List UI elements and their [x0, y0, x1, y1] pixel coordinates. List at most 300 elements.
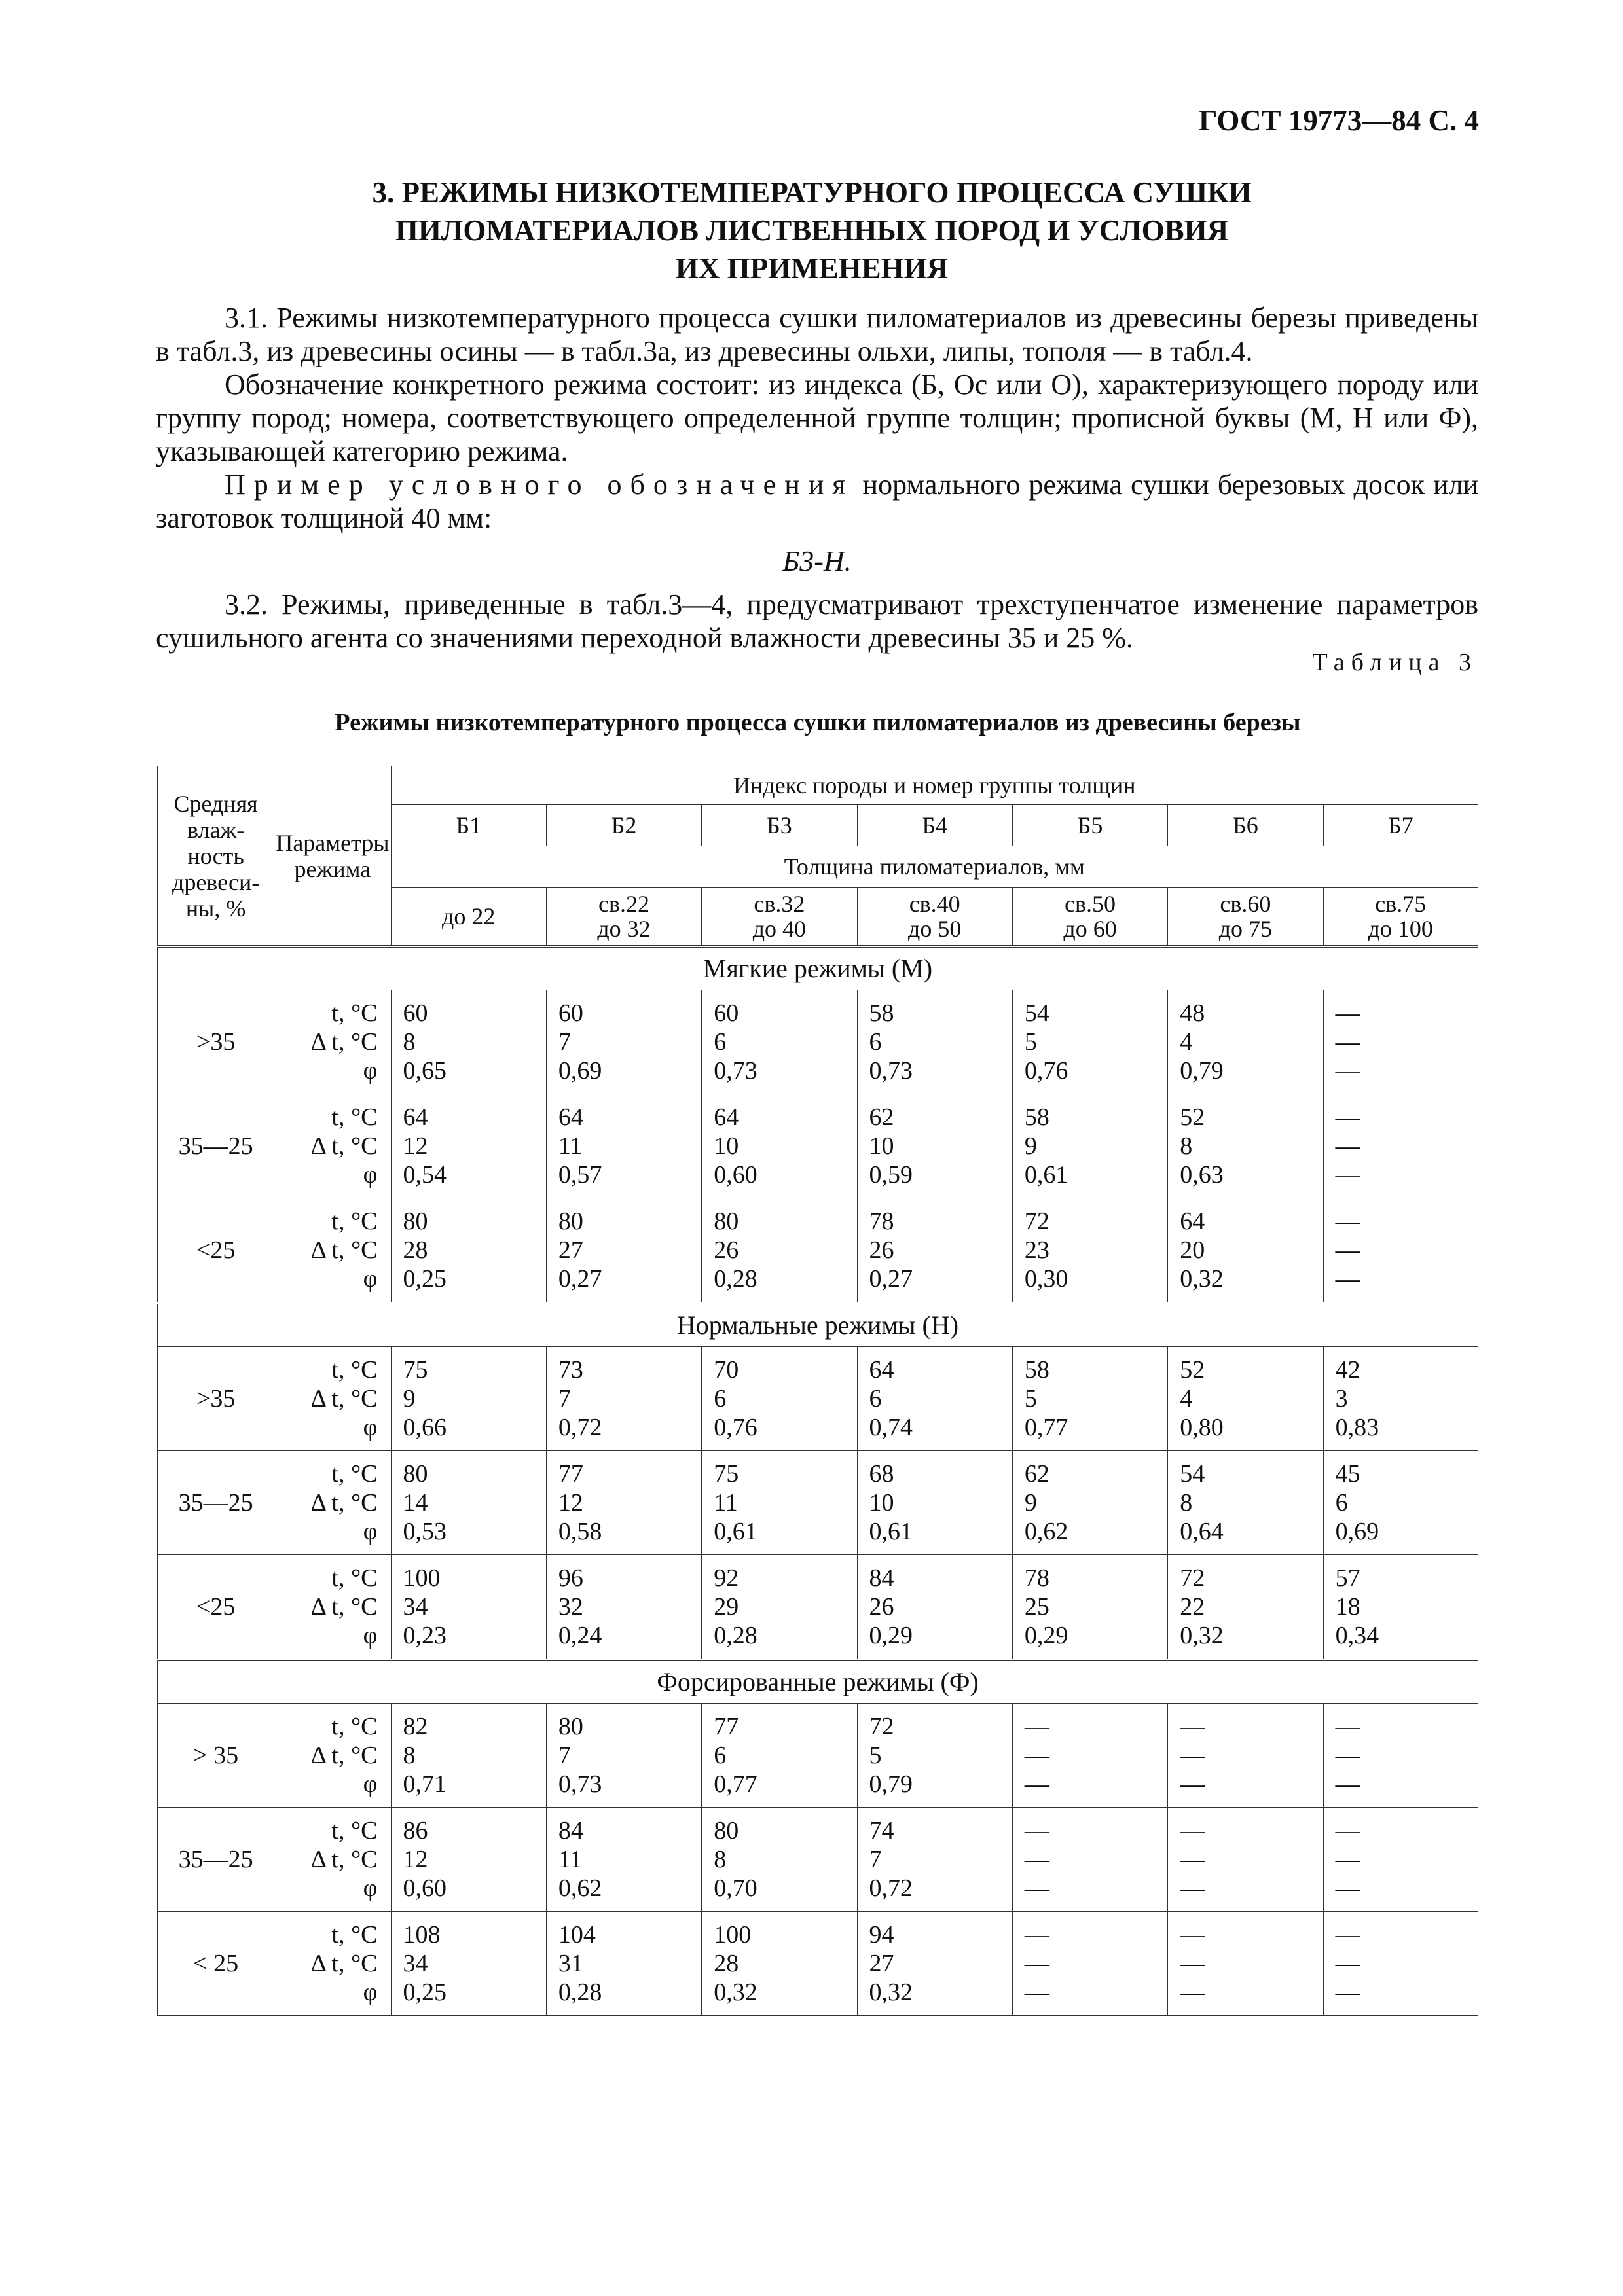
value-line: — — [1335, 1028, 1360, 1056]
value-line: 58 — [1024, 1356, 1049, 1384]
value-line: 26 — [869, 1593, 894, 1621]
value-cell — [546, 1555, 701, 1660]
moisture-cell: > 35 — [158, 1704, 274, 1808]
moisture-cell: 35—25 — [158, 1094, 274, 1198]
param-label: t, °C — [331, 1356, 378, 1384]
thickness-line: до 22 — [442, 903, 496, 929]
value-line: 6 — [1335, 1489, 1348, 1516]
value-cell — [546, 1704, 701, 1808]
value-line: 64 — [403, 1103, 428, 1131]
value-cell — [1323, 1704, 1478, 1808]
param-label: t, °C — [331, 1921, 378, 1948]
param-label: Δ t, °C — [310, 1742, 378, 1769]
value-cell — [1168, 1912, 1323, 2016]
value-line: — — [1024, 1713, 1049, 1740]
value-line: 12 — [558, 1489, 583, 1516]
value-line: 72 — [1180, 1564, 1205, 1592]
value-line: 0,58 — [558, 1518, 602, 1545]
param-label: Δ t, °C — [310, 1028, 378, 1056]
param-label: Δ t, °C — [310, 1950, 378, 1977]
value-line: 0,25 — [403, 1979, 447, 2006]
value-cell — [1168, 1555, 1323, 1660]
value-line: 82 — [403, 1713, 428, 1740]
section-title-line: ПИЛОМАТЕРИАЛОВ ЛИСТВЕННЫХ ПОРОД И УСЛОВИЯ — [395, 214, 1229, 247]
params-cell — [274, 1198, 391, 1304]
param-label: Δ t, °C — [310, 1385, 378, 1412]
value-line: 0,61 — [714, 1518, 757, 1545]
value-cell — [546, 1808, 701, 1912]
value-line: 3 — [1335, 1385, 1348, 1412]
value-line: 77 — [714, 1713, 739, 1740]
param-label: Δ t, °C — [310, 1846, 378, 1873]
value-line: 7 — [558, 1385, 571, 1412]
value-line: 34 — [403, 1593, 428, 1621]
value-line: 0,30 — [1024, 1265, 1068, 1293]
value-line: 72 — [1024, 1208, 1049, 1235]
value-cell — [702, 990, 857, 1094]
example-label: Пример условного обозначения — [225, 469, 854, 501]
value-cell — [1168, 1198, 1323, 1304]
value-line: — — [1335, 1265, 1360, 1293]
moisture-cell: >35 — [158, 990, 274, 1094]
value-cell — [857, 1808, 1012, 1912]
value-line: 60 — [403, 999, 428, 1027]
value-line: 27 — [869, 1950, 894, 1977]
value-line: — — [1024, 1921, 1049, 1948]
value-line: 78 — [1024, 1564, 1049, 1592]
value-line: 7 — [558, 1028, 571, 1056]
value-line: 32 — [558, 1593, 583, 1621]
value-line: 9 — [403, 1385, 416, 1412]
value-line: 80 — [558, 1208, 583, 1235]
example-text: нормального режима сушки березовых досок или заготовок толщиной 40 мм: — [156, 469, 1478, 534]
value-cell — [1012, 1347, 1167, 1451]
param-label: φ — [363, 1874, 378, 1902]
value-line: 0,63 — [1180, 1161, 1224, 1189]
value-line: 8 — [1180, 1489, 1193, 1516]
value-line: 80 — [403, 1460, 428, 1488]
value-cell — [702, 1451, 857, 1555]
paragraph-3-2: 3.2. Режимы, приведенные в табл.3—4, предусматривают трехступенчатое изменение параметров сушильного агента со значениями переходной влажности древесины 35 и 25 %. — [156, 588, 1478, 654]
param-label: t, °C — [331, 1564, 378, 1592]
param-label: t, °C — [331, 1713, 378, 1740]
value-line: 4 — [1180, 1028, 1193, 1056]
value-cell — [1323, 1451, 1478, 1555]
thickness-cell — [1168, 888, 1323, 947]
value-line: — — [1180, 1979, 1205, 2006]
value-cell — [857, 1555, 1012, 1660]
value-line: — — [1024, 1846, 1049, 1873]
param-label: t, °C — [331, 1103, 378, 1131]
value-line: 0,59 — [869, 1161, 913, 1189]
value-line: 96 — [558, 1564, 583, 1592]
thickness-line: св.60 — [1220, 891, 1271, 917]
value-line: 27 — [558, 1236, 583, 1264]
mode-row — [158, 1303, 1478, 1347]
thickness-line: св.22 — [598, 891, 649, 917]
value-cell — [391, 1808, 546, 1912]
value-cell — [391, 1094, 546, 1198]
value-cell — [1168, 1808, 1323, 1912]
thickness-line: до 40 — [752, 916, 807, 942]
value-line: 26 — [714, 1236, 739, 1264]
page-header: ГОСТ 19773—84 С. 4 — [1198, 104, 1479, 137]
value-cell — [1012, 1451, 1167, 1555]
value-line: 34 — [403, 1950, 428, 1977]
value-line: 68 — [869, 1460, 894, 1488]
value-line: — — [1180, 1950, 1205, 1977]
example-formula: Б3-Н. — [782, 545, 852, 577]
value-line: 8 — [403, 1742, 416, 1769]
params-cell — [274, 1808, 391, 1912]
header-moisture-line: ны, % — [185, 895, 246, 922]
value-line: 0,76 — [714, 1414, 757, 1441]
value-cell — [1012, 1912, 1167, 2016]
value-line: 64 — [869, 1356, 894, 1384]
value-line: 86 — [403, 1817, 428, 1844]
value-line: 75 — [403, 1356, 428, 1384]
value-line: 9 — [1024, 1132, 1037, 1160]
value-line: 6 — [714, 1028, 727, 1056]
value-cell — [1323, 990, 1478, 1094]
table-row — [158, 1912, 1478, 2016]
value-line: 60 — [714, 999, 739, 1027]
thickness-cell — [702, 888, 857, 947]
value-line: 11 — [714, 1489, 738, 1516]
value-line: 0,60 — [403, 1874, 447, 1902]
mode-title: Нормальные режимы (Н) — [158, 1303, 1478, 1347]
param-label: t, °C — [331, 1208, 378, 1235]
value-line: 0,73 — [869, 1057, 913, 1085]
value-cell — [1012, 990, 1167, 1094]
value-line: 0,73 — [558, 1770, 602, 1798]
value-cell — [546, 990, 701, 1094]
value-line: — — [1335, 1742, 1360, 1769]
value-cell — [1168, 1704, 1323, 1808]
param-label: Δ t, °C — [310, 1593, 378, 1621]
value-line: — — [1024, 1979, 1049, 2006]
thickness-line: св.32 — [754, 891, 805, 917]
value-line: 4 — [1180, 1385, 1193, 1412]
mode-row — [158, 1660, 1478, 1704]
value-line: — — [1335, 1950, 1360, 1977]
value-line: 6 — [869, 1385, 882, 1412]
value-line: — — [1024, 1817, 1049, 1844]
header-index: Индекс породы и номер группы толщин — [391, 766, 1478, 805]
value-line: 5 — [869, 1742, 882, 1769]
header-moisture-line: ность — [187, 842, 244, 869]
value-line: — — [1335, 1979, 1360, 2006]
moisture-cell: 35—25 — [158, 1451, 274, 1555]
param-label: φ — [363, 1265, 378, 1293]
value-cell — [391, 1198, 546, 1304]
value-line: 0,61 — [1024, 1161, 1068, 1189]
value-line: 64 — [558, 1103, 583, 1131]
value-line: 8 — [403, 1028, 416, 1056]
header-moisture-line: влаж- — [187, 816, 245, 843]
value-line: 31 — [558, 1950, 583, 1977]
value-cell — [702, 1912, 857, 2016]
header-moisture-line: древеси- — [172, 869, 260, 895]
thickness-line: до 32 — [597, 916, 651, 942]
value-line: 22 — [1180, 1593, 1205, 1621]
value-line: 64 — [1180, 1208, 1205, 1235]
group-header: Б3 — [702, 805, 857, 846]
section-title — [157, 173, 1467, 287]
value-line: 0,28 — [558, 1979, 602, 2006]
header-params-line: режима — [294, 855, 371, 882]
value-line: 5 — [1024, 1028, 1037, 1056]
value-line: 26 — [869, 1236, 894, 1264]
value-line: 94 — [869, 1921, 894, 1948]
table-row — [158, 1555, 1478, 1660]
value-line: 0,32 — [869, 1979, 913, 2006]
group-header: Б5 — [1012, 805, 1167, 846]
param-label: φ — [363, 1057, 378, 1085]
value-line: — — [1024, 1742, 1049, 1769]
param-label: φ — [363, 1518, 378, 1545]
value-cell — [702, 1198, 857, 1304]
value-line: 62 — [1024, 1460, 1049, 1488]
header-params-line: Параметры — [276, 829, 390, 856]
value-line: 72 — [869, 1713, 894, 1740]
value-line: 11 — [558, 1846, 583, 1873]
value-cell — [546, 1347, 701, 1451]
value-line: 8 — [714, 1846, 727, 1873]
value-line: 0,57 — [558, 1161, 602, 1189]
value-line: — — [1335, 1236, 1360, 1264]
params-cell — [274, 1451, 391, 1555]
section-title-line: 3. РЕЖИМЫ НИЗКОТЕМПЕРАТУРНОГО ПРОЦЕССА СУШКИ — [372, 176, 1252, 209]
value-line: 0,70 — [714, 1874, 757, 1902]
value-cell — [1168, 1451, 1323, 1555]
value-line: 12 — [403, 1846, 428, 1873]
value-line: 10 — [869, 1132, 894, 1160]
thickness-cell — [857, 888, 1012, 947]
body-text — [156, 301, 1478, 655]
value-line: 0,62 — [558, 1874, 602, 1902]
moisture-cell: >35 — [158, 1347, 274, 1451]
value-line: 0,72 — [558, 1414, 602, 1441]
value-line: 100 — [403, 1564, 441, 1592]
group-header: Б1 — [391, 805, 546, 846]
value-line: 0,27 — [869, 1265, 913, 1293]
thickness-line: св.40 — [909, 891, 960, 917]
value-cell — [1168, 990, 1323, 1094]
moisture-cell: 35—25 — [158, 1808, 274, 1912]
value-line: 60 — [558, 999, 583, 1027]
value-cell — [702, 1347, 857, 1451]
value-line: — — [1180, 1742, 1205, 1769]
value-cell — [1323, 1555, 1478, 1660]
value-line: 0,62 — [1024, 1518, 1068, 1545]
value-line: 62 — [869, 1103, 894, 1131]
value-line: 0,29 — [1024, 1622, 1068, 1649]
thickness-line: до 100 — [1368, 916, 1433, 942]
value-line: 0,76 — [1024, 1057, 1068, 1085]
group-header: Б6 — [1168, 805, 1323, 846]
thickness-cell — [1323, 888, 1478, 947]
params-cell — [274, 1347, 391, 1451]
value-cell — [857, 990, 1012, 1094]
value-line: — — [1335, 1921, 1360, 1948]
value-line: 0,32 — [714, 1979, 757, 2006]
value-line: 0,80 — [1180, 1414, 1224, 1441]
value-cell — [1012, 1198, 1167, 1304]
params-cell — [274, 1912, 391, 2016]
value-line: 0,64 — [1180, 1518, 1224, 1545]
param-label: t, °C — [331, 1460, 378, 1488]
value-cell — [1323, 1347, 1478, 1451]
moisture-cell: <25 — [158, 1198, 274, 1304]
value-line: 77 — [558, 1460, 583, 1488]
value-line: — — [1335, 1817, 1360, 1844]
value-cell — [857, 1198, 1012, 1304]
value-line: 80 — [714, 1817, 739, 1844]
paragraph-3-1: 3.1. Режимы низкотемпературного процесса сушки пиломатериалов из древесины березы приведены в табл.3, из древесины осины — в табл.3а, из древесины ольхи, липы, тополя — в табл.4. — [156, 302, 1478, 367]
value-line: — — [1180, 1874, 1205, 1902]
params-cell — [274, 1555, 391, 1660]
value-cell — [391, 1451, 546, 1555]
param-label: φ — [363, 1979, 378, 2006]
regimes-table — [157, 766, 1478, 2016]
value-line: 29 — [714, 1593, 739, 1621]
value-line: 7 — [558, 1742, 571, 1769]
value-line: 25 — [1024, 1593, 1049, 1621]
value-line: 70 — [714, 1356, 739, 1384]
table-body — [158, 766, 1478, 2016]
value-cell — [1168, 1094, 1323, 1198]
value-cell — [1168, 1347, 1323, 1451]
value-cell — [702, 1704, 857, 1808]
table-row — [158, 1451, 1478, 1555]
table-row — [158, 990, 1478, 1094]
thickness-cell — [391, 888, 546, 947]
value-line: 0,79 — [1180, 1057, 1224, 1085]
value-line: 73 — [558, 1356, 583, 1384]
value-line: 58 — [869, 999, 894, 1027]
header-moisture — [158, 766, 274, 947]
value-line: 58 — [1024, 1103, 1049, 1131]
value-line: — — [1335, 1846, 1360, 1873]
value-line: — — [1335, 1161, 1360, 1189]
value-line: 9 — [1024, 1489, 1037, 1516]
table-label: Таблица 3 — [1312, 649, 1478, 676]
value-cell — [391, 1555, 546, 1660]
value-line: 42 — [1335, 1356, 1360, 1384]
value-line: 74 — [869, 1817, 894, 1844]
params-cell — [274, 990, 391, 1094]
value-line: — — [1024, 1950, 1049, 1977]
value-line: 6 — [714, 1742, 727, 1769]
value-line: 0,69 — [558, 1057, 602, 1085]
param-label: Δ t, °C — [310, 1489, 378, 1516]
value-line: 57 — [1335, 1564, 1360, 1592]
value-line: 5 — [1024, 1385, 1037, 1412]
value-line: — — [1335, 1103, 1360, 1131]
value-line: 12 — [403, 1132, 428, 1160]
value-line: 0,71 — [403, 1770, 447, 1798]
thickness-line: до 60 — [1063, 916, 1117, 942]
section-title-line: ИХ ПРИМЕНЕНИЯ — [675, 252, 949, 285]
value-line: — — [1335, 1874, 1360, 1902]
value-line: — — [1180, 1846, 1205, 1873]
table-row — [158, 1704, 1478, 1808]
value-cell — [1012, 1808, 1167, 1912]
paragraph-example — [156, 468, 1478, 535]
param-label: Δ t, °C — [310, 1236, 378, 1264]
value-line: 0,25 — [403, 1265, 447, 1293]
table-row — [158, 1347, 1478, 1451]
thickness-line: св.50 — [1065, 891, 1116, 917]
value-line: 0,73 — [714, 1057, 757, 1085]
value-line: 84 — [869, 1564, 894, 1592]
value-cell — [546, 1912, 701, 2016]
value-line: 75 — [714, 1460, 739, 1488]
value-line: 28 — [714, 1950, 739, 1977]
value-line: 108 — [403, 1921, 441, 1948]
value-line: — — [1335, 1057, 1360, 1085]
value-cell — [1012, 1094, 1167, 1198]
table-title: Режимы низкотемпературного процесса сушки пиломатериалов из древесины березы — [335, 709, 1301, 736]
mode-row — [158, 946, 1478, 990]
value-line: 0,72 — [869, 1874, 913, 1902]
value-cell — [391, 1912, 546, 2016]
value-cell — [702, 1094, 857, 1198]
value-cell — [702, 1555, 857, 1660]
value-line: 10 — [714, 1132, 739, 1160]
value-cell — [857, 1912, 1012, 2016]
params-cell — [274, 1094, 391, 1198]
value-line: 52 — [1180, 1356, 1205, 1384]
value-line: 54 — [1024, 999, 1049, 1027]
value-line: — — [1335, 1132, 1360, 1160]
value-line: — — [1180, 1817, 1205, 1844]
value-line: 0,24 — [558, 1622, 602, 1649]
param-label: φ — [363, 1622, 378, 1649]
thickness-cell — [1012, 888, 1167, 947]
group-header: Б7 — [1323, 805, 1478, 846]
value-line: 0,54 — [403, 1161, 447, 1189]
value-line: 7 — [869, 1846, 882, 1873]
value-cell — [1323, 1808, 1478, 1912]
mode-title: Форсированные режимы (Ф) — [158, 1660, 1478, 1704]
header-thickness: Толщина пиломатериалов, мм — [391, 846, 1478, 888]
value-line: 28 — [403, 1236, 428, 1264]
value-line: — — [1180, 1921, 1205, 1948]
value-line: 0,77 — [1024, 1414, 1068, 1441]
value-line: — — [1180, 1770, 1205, 1798]
value-line: 6 — [714, 1385, 727, 1412]
value-line: 14 — [403, 1489, 428, 1516]
value-line: 80 — [714, 1208, 739, 1235]
value-line: 0,74 — [869, 1414, 913, 1441]
param-label: t, °C — [331, 999, 378, 1027]
value-cell — [857, 1094, 1012, 1198]
value-line: — — [1335, 1713, 1360, 1740]
value-line: 92 — [714, 1564, 739, 1592]
value-cell — [391, 1347, 546, 1451]
value-cell — [702, 1808, 857, 1912]
value-cell — [1323, 1912, 1478, 2016]
param-label: φ — [363, 1161, 378, 1189]
param-label: t, °C — [331, 1817, 378, 1844]
value-cell — [1012, 1555, 1167, 1660]
value-line: 0,77 — [714, 1770, 757, 1798]
value-line: 11 — [558, 1132, 583, 1160]
moisture-cell: < 25 — [158, 1912, 274, 2016]
value-line: — — [1335, 1770, 1360, 1798]
